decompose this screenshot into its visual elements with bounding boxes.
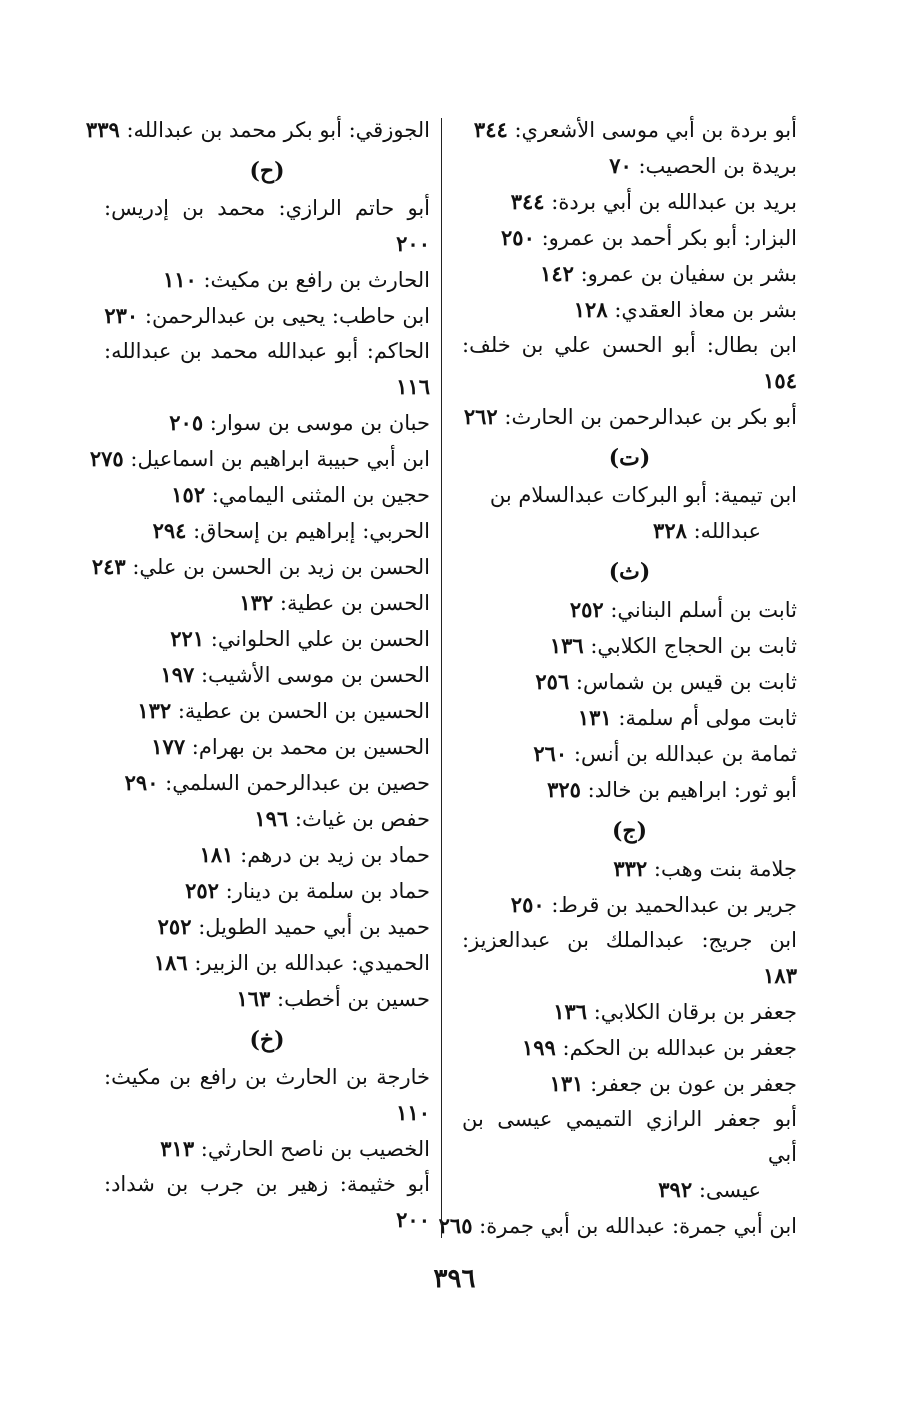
entry-name: الحسن بن علي الحلواني:	[210, 627, 430, 651]
entry-name: جلامة بنت وهب:	[653, 857, 797, 881]
page-reference: ٣٣٩	[85, 117, 120, 142]
page-reference: ١٥٢	[171, 482, 206, 507]
entry-name: ابن جريج: عبدالملك بن عبدالعزيز:	[462, 928, 797, 952]
entry-name: حفص بن غياث:	[294, 807, 430, 831]
page-reference: ٢٣٠	[104, 303, 139, 328]
entry-name: ابن أبي جمرة: عبدالله بن أبي جمرة:	[479, 1214, 797, 1238]
index-entry	[462, 478, 797, 549]
page-reference: ١٨١	[199, 842, 234, 867]
index-entry	[104, 262, 430, 298]
page-reference: ٢٥٠	[501, 225, 535, 250]
page-reference: ٣٣٢	[613, 856, 648, 881]
index-entry	[462, 220, 797, 256]
page-reference: ٢٢١	[170, 626, 205, 651]
entry-name: أبو خثيمة: زهير بن جرب بن شداد:	[104, 1172, 430, 1196]
entry-name: الخصيب بن ناصح الحارثي:	[200, 1137, 430, 1161]
index-entry	[104, 334, 430, 405]
entry-name: ثابت بن الحجاج الكلابي:	[590, 634, 797, 658]
index-entry	[104, 191, 430, 262]
entry-name: الحسن بن زيد بن الحسن بن علي:	[132, 555, 430, 579]
index-entry	[438, 1208, 797, 1244]
entry-continuation-text: عيسى:	[698, 1178, 761, 1202]
column-divider	[441, 118, 442, 1238]
page-reference: ٢٩٠	[124, 770, 159, 795]
page-reference: ١٧٧	[151, 734, 186, 759]
index-entry	[104, 1131, 430, 1167]
page-reference: ١٩٦	[254, 806, 289, 831]
page-reference: ١٤٢	[540, 261, 574, 286]
entry-name: ابن تيمية: أبو البركات عبدالسلام بن	[489, 483, 797, 507]
section-letter: (ث)	[608, 559, 651, 585]
entry-name: جعفر بن برقان الكلابي:	[593, 1000, 797, 1024]
index-entry	[104, 477, 430, 513]
page-reference: ٢٠٠	[396, 231, 430, 256]
section-letter: (ج)	[611, 818, 648, 844]
entry-name: أبو ثور: ابراهيم بن خالد:	[587, 778, 797, 802]
index-entry	[462, 772, 797, 808]
index-entry	[462, 700, 797, 736]
entry-continuation	[462, 513, 797, 549]
entry-name: الحارث بن رافع بن مكيث:	[203, 268, 430, 292]
index-entry	[104, 873, 430, 909]
entry-name: أبو جعفر الرازي التميمي عيسى بن أبي	[462, 1107, 797, 1166]
page-reference: ٢٦٢	[463, 404, 498, 429]
entry-name: ثابت بن أسلم البناني:	[610, 598, 797, 622]
page-reference: ١٩٩	[522, 1035, 556, 1060]
page-reference: ٢٠٥	[169, 410, 204, 435]
index-entry	[462, 256, 797, 292]
page-reference: ١٢٨	[573, 297, 608, 322]
entry-name: الحسين بن الحسن بن عطية:	[177, 699, 430, 723]
page-reference: ١١٦	[396, 374, 430, 399]
entry-continuation-text: عبدالله:	[693, 519, 761, 543]
entry-name: الحسين بن محمد بن بهرام:	[191, 735, 430, 759]
entry-name: بشر بن معاذ العقدي:	[614, 298, 797, 322]
entry-name: أبو بردة بن أبي موسى الأشعري:	[514, 118, 797, 142]
index-entry	[104, 909, 430, 945]
index-entry	[462, 628, 797, 664]
index-entry	[462, 1066, 797, 1102]
entry-name: ابن بطال: أبو الحسن علي بن خلف:	[462, 333, 797, 357]
page-reference: ١١٠	[396, 1100, 430, 1125]
page-reference: ٢٥٦	[535, 669, 570, 694]
index-entry	[462, 851, 797, 887]
entry-name: حميد بن أبي حميد الطويل:	[198, 915, 430, 939]
page-reference: ١٨٦	[153, 950, 188, 975]
entry-name: حماد بن زيد بن درهم:	[240, 843, 430, 867]
page-reference: ١٣٦	[549, 633, 584, 658]
entry-name: البزار: أبو بكر أحمد بن عمرو:	[541, 226, 797, 250]
entry-name: أبو بكر بن عبدالرحمن بن الحارث:	[504, 405, 797, 429]
index-entry	[104, 657, 430, 693]
page-reference: ١٦٣	[236, 986, 271, 1011]
page-reference: ٣٩٢	[658, 1177, 693, 1202]
index-entry	[104, 765, 430, 801]
index-entry	[91, 549, 430, 585]
index-entry	[104, 693, 430, 729]
entry-name: الحسن بن موسى الأشيب:	[200, 663, 430, 687]
page-reference: ٢٧٥	[89, 446, 124, 471]
page-reference: ٢٦٠	[533, 741, 568, 766]
entry-name: الحاكم: أبو عبدالله محمد بن عبدالله:	[104, 339, 430, 363]
page-reference: ٢٥٠	[510, 892, 545, 917]
index-entry	[104, 585, 430, 621]
index-entry	[104, 1060, 430, 1131]
index-entry	[104, 405, 430, 441]
index-entry	[89, 441, 430, 477]
index-entry	[462, 1102, 797, 1208]
index-entry	[462, 736, 797, 772]
index-entry	[104, 837, 430, 873]
page-reference: ٣١٣	[160, 1136, 195, 1161]
section-letter: (ح)	[249, 158, 285, 184]
entry-name: الحربي: إبراهيم بن إسحاق:	[193, 519, 430, 543]
page-reference: ٢٥٢	[569, 597, 604, 622]
index-entry	[104, 945, 430, 981]
index-entry	[104, 981, 430, 1017]
entry-name: بريد بن عبدالله بن أبي بردة:	[551, 190, 797, 214]
entry-name: الحميدي: عبدالله بن الزبير:	[194, 951, 430, 975]
page-reference: ٢٦٥	[438, 1213, 473, 1238]
entry-name: ثابت بن قيس بن شماس:	[575, 670, 797, 694]
index-entry	[462, 292, 797, 328]
left-column	[85, 112, 430, 1238]
index-entry	[462, 887, 797, 923]
page-reference: ٣٤٤	[510, 189, 545, 214]
page-reference: ١٣٦	[553, 999, 588, 1024]
page-reference: ٧٠	[609, 153, 632, 178]
entry-name: حماد بن سلمة بن دينار:	[225, 879, 430, 903]
entry-name: خارجة بن الحارث بن رافع بن مكيث:	[104, 1065, 430, 1089]
index-entry	[462, 923, 797, 994]
right-column	[438, 112, 797, 1244]
index-entry	[104, 1167, 430, 1238]
page-reference: ٣٢٥	[547, 777, 581, 802]
entry-name: حصين بن عبدالرحمن السلمي:	[165, 771, 430, 795]
index-entry	[462, 184, 797, 220]
entry-name: بريدة بن الحصيب:	[638, 154, 797, 178]
index-entry	[462, 1030, 797, 1066]
page-reference: ١٥٤	[763, 368, 797, 393]
page-reference: ٢٩٤	[152, 518, 187, 543]
entry-name: جرير بن عبدالحميد بن قرط:	[551, 893, 797, 917]
index-entry	[85, 112, 430, 148]
section-letter: (ت)	[608, 445, 651, 471]
entry-name: حبان بن موسى بن سوار:	[209, 411, 430, 435]
page-reference: ١٣١	[577, 705, 612, 730]
page-reference: ٢٥٢	[157, 914, 192, 939]
page-reference: ٣٢٨	[653, 518, 687, 543]
entry-name: أبو حاتم الرازي: محمد بن إدريس:	[104, 196, 430, 220]
entry-name: جعفر بن عون بن جعفر:	[590, 1072, 797, 1096]
entry-name: ثمامة بن عبدالله بن أنس:	[573, 742, 797, 766]
page-reference: ١١٠	[162, 267, 197, 292]
page-reference: ٢٤٣	[91, 554, 126, 579]
index-entry	[104, 801, 430, 837]
index-entry	[104, 513, 430, 549]
entry-name: ابن حاطب: يحيى بن عبدالرحمن:	[144, 304, 430, 328]
entry-name: ثابت مولى أم سلمة:	[618, 706, 797, 730]
index-entry	[104, 298, 430, 334]
index-entry	[462, 328, 797, 399]
index-entry	[462, 399, 797, 435]
index-entry	[462, 148, 797, 184]
index-entry	[462, 994, 797, 1030]
page-reference: ١٣٢	[137, 698, 172, 723]
page-reference: ٣٤٤	[473, 117, 508, 142]
entry-name: بشر بن سفيان بن عمرو:	[580, 262, 797, 286]
entry-name: جعفر بن عبدالله بن الحكم:	[562, 1036, 797, 1060]
page-reference: ١٣٢	[239, 590, 274, 615]
index-entry	[462, 664, 797, 700]
page-reference: ٢٠٠	[396, 1207, 430, 1232]
index-entry	[104, 729, 430, 765]
index-entry	[462, 592, 797, 628]
section-letter: (خ)	[249, 1027, 285, 1053]
page-reference: ٢٥٢	[185, 878, 219, 903]
page-reference: ١٣١	[549, 1071, 584, 1096]
page-number: ٣٩٦	[433, 1264, 476, 1294]
entry-name: ابن أبي حبيبة ابراهيم بن اسماعيل:	[130, 447, 430, 471]
entry-name: الحسن بن عطية:	[279, 591, 430, 615]
entry-name: حجين بن المثنى اليمامي:	[211, 483, 430, 507]
entry-continuation	[462, 1172, 797, 1208]
page-reference: ١٩٧	[160, 662, 195, 687]
page-reference: ١٨٣	[763, 963, 797, 988]
entry-name: حسين بن أخطب:	[277, 987, 430, 1011]
entry-name: الجوزقي: أبو بكر محمد بن عبدالله:	[126, 118, 430, 142]
index-entry	[104, 621, 430, 657]
index-entry	[462, 112, 797, 148]
